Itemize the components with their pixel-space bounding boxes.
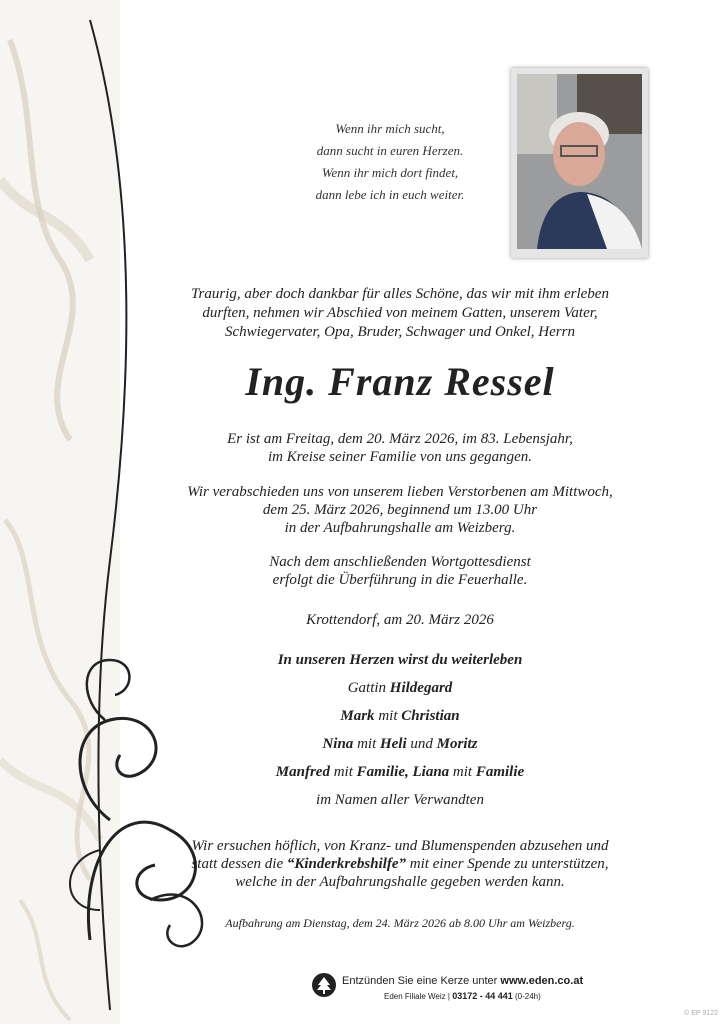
wife-prefix: Gattin	[347, 680, 387, 696]
eden-phone-note: (0-24h)	[512, 992, 541, 1001]
place-date-text: Krottendorf, am 20. März 2026	[306, 612, 494, 628]
family-heading	[170, 652, 630, 669]
donation-after: mit einer Spende zu unterstützen,	[406, 856, 609, 872]
family-heading-text: In unseren Herzen wirst du weiterleben	[277, 652, 523, 668]
family-child3	[170, 764, 630, 781]
word-mit: mit	[378, 708, 398, 724]
family-child1	[170, 708, 630, 725]
child4-name: Liana	[412, 764, 450, 780]
charity-name: “Kinderkrebshilfe”	[286, 856, 407, 872]
family-relatives	[170, 792, 630, 809]
donation-text	[170, 837, 630, 891]
farewell-text	[170, 483, 630, 537]
child4-with: Familie	[475, 764, 525, 780]
donation-line: Wir ersuchen höflich, von Kranz- und Blumenspenden abzusehen und	[191, 838, 609, 854]
eden-tree-icon	[312, 973, 336, 997]
eden-branch	[384, 991, 541, 1001]
transfer-text	[170, 553, 630, 589]
eden-candle-text	[342, 975, 583, 987]
child2-name: Nina	[322, 736, 354, 752]
donation-before: statt dessen die	[191, 856, 287, 872]
passing-text	[170, 430, 630, 466]
family-child2	[170, 736, 630, 753]
intro-text	[170, 285, 630, 342]
transfer-line: Nach dem anschließenden Wortgottesdienst	[269, 554, 531, 570]
portrait-frame	[511, 68, 648, 258]
poem-line: Wenn ihr mich dort findet,	[321, 165, 459, 180]
donation-line	[170, 855, 630, 873]
eden-text: Entzünden Sie eine Kerze unter	[342, 975, 501, 987]
word-mit: mit	[333, 764, 353, 780]
poem-line: dann lebe ich in euch weiter.	[315, 187, 465, 202]
child3-name: Manfred	[275, 764, 330, 780]
poem-line: Wenn ihr mich sucht,	[335, 121, 445, 136]
relatives-text: im Namen aller Verwandten	[316, 792, 484, 808]
passing-line: im Kreise seiner Familie von uns gegangen.	[268, 449, 532, 465]
eden-phone: 03172 - 44 441	[452, 991, 513, 1001]
viewing-note: Aufbahrung am Dienstag, dem 24. März 2026 ab 8.00 Uhr am Weizberg.	[225, 916, 575, 930]
intro-line: durften, nehmen wir Abschied von meinem Gatten, unserem Vater,	[202, 305, 598, 321]
eden-branch-name: Eden Filiale Weiz |	[384, 992, 453, 1001]
transfer-line: erfolgt die Überführung in die Feuerhalle.	[272, 572, 528, 588]
word-mit: mit	[357, 736, 377, 752]
poem	[300, 118, 480, 206]
comma: ,	[404, 764, 409, 780]
portrait-photo	[517, 74, 642, 249]
family-wife	[170, 680, 630, 697]
passing-line: Er ist am Freitag, dem 20. März 2026, im 83. Lebensjahr,	[227, 431, 573, 447]
poem-line: dann sucht in euren Herzen.	[316, 143, 464, 158]
child1-partner: Christian	[401, 708, 460, 724]
intro-line: Schwiegervater, Opa, Bruder, Schwager und Onkel, Herrn	[225, 324, 575, 340]
eden-url[interactable]: www.eden.co.at	[500, 975, 584, 987]
word-und: und	[410, 736, 433, 752]
child2-child: Moritz	[436, 736, 478, 752]
child1-name: Mark	[340, 708, 375, 724]
child3-with: Familie	[356, 764, 405, 780]
farewell-line: in der Aufbahrungshalle am Weizberg.	[284, 520, 516, 536]
farewell-line: Wir verabschieden uns von unserem lieben Verstorbenen am Mittwoch,	[187, 484, 613, 500]
wife-name: Hildegard	[389, 680, 453, 696]
portrait-illustration	[517, 74, 642, 249]
donation-line: welche in der Aufbahrungshalle gegeben werden kann.	[235, 874, 565, 890]
place-date	[170, 611, 630, 629]
deceased-name: Ing. Franz Ressel	[245, 359, 555, 404]
farewell-line: dem 25. März 2026, beginnend um 13.00 Uhr	[262, 502, 538, 518]
child2-partner: Heli	[379, 736, 407, 752]
intro-line: Traurig, aber doch dankbar für alles Schöne, das wir mit ihm erleben	[191, 286, 609, 302]
word-mit: mit	[452, 764, 473, 780]
print-code: © EP 9122	[684, 1010, 718, 1017]
